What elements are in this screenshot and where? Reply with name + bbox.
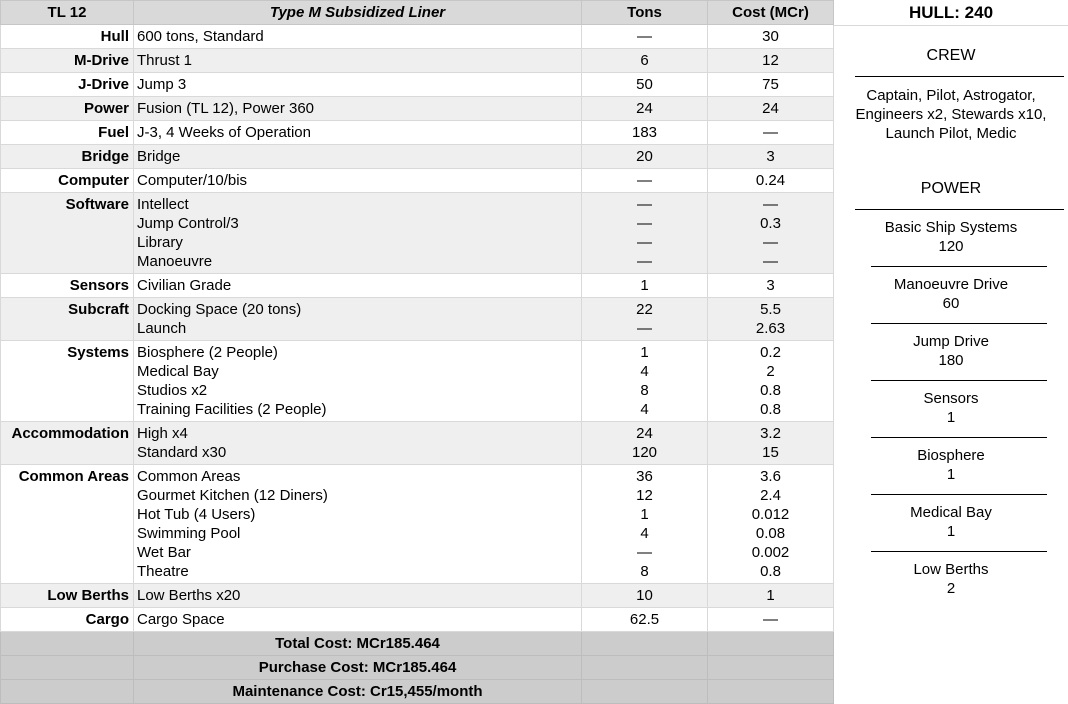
row-label: Power — [1, 97, 134, 121]
item: Low Berths x20 — [137, 587, 241, 604]
item: Medical Bay — [137, 363, 219, 380]
tons-value: 8 — [640, 382, 649, 399]
crew-line: Engineers x2, Stewards x10, — [855, 106, 1047, 123]
row-label: Hull — [1, 25, 134, 49]
power-divider — [871, 266, 1047, 267]
row-label: Software — [1, 193, 134, 274]
cost-value: 3 — [766, 277, 775, 294]
item: High x4 — [137, 425, 188, 442]
tons-value-cell — [582, 341, 708, 422]
row-label: Sensors — [1, 274, 134, 298]
tons-value-cell — [582, 298, 708, 341]
cost-value: 0.08 — [755, 525, 786, 542]
tons-value: 1 — [640, 344, 649, 361]
item: Swimming Pool — [137, 525, 241, 542]
tons-value-cell — [582, 121, 708, 145]
power-item-value: 2 — [946, 580, 956, 597]
crew-divider — [855, 76, 1064, 77]
row-label: M-Drive — [1, 49, 134, 73]
item-cell — [134, 49, 582, 73]
tons-value: 24 — [636, 425, 653, 442]
item: Theatre — [137, 563, 189, 580]
item: Hot Tub (4 Users) — [137, 506, 256, 523]
cost-value: 0.24 — [755, 172, 786, 189]
tons-value-cell — [582, 193, 708, 274]
spec-row — [1, 25, 834, 49]
cost-value: 3.2 — [760, 425, 781, 442]
tons-value-cell — [582, 73, 708, 97]
cost-value: 75 — [762, 76, 779, 93]
cost-value: — — [763, 196, 778, 213]
cost-value-cell — [708, 145, 834, 169]
total-cost-row — [1, 632, 834, 656]
spec-row — [1, 274, 834, 298]
header-row — [1, 1, 834, 25]
item: Fusion (TL 12), Power 360 — [137, 100, 315, 117]
row-label: Common Areas — [1, 465, 134, 584]
power-item-value: 1 — [946, 523, 956, 540]
tons-value: 183 — [631, 124, 658, 141]
item: Civilian Grade — [137, 277, 232, 294]
spec-row — [1, 422, 834, 465]
tons-value: 36 — [636, 468, 653, 485]
item-cell — [134, 608, 582, 632]
tons-value-cell — [582, 422, 708, 465]
item-cell — [134, 25, 582, 49]
spec-row — [1, 49, 834, 73]
cost-value-cell — [708, 341, 834, 422]
power-item-value: 60 — [942, 295, 960, 312]
power-divider — [871, 323, 1047, 324]
total-cost: Total Cost: MCr185.464 — [134, 632, 582, 656]
power-item — [826, 389, 1068, 427]
item-cell — [134, 341, 582, 422]
cost-value: 0.002 — [751, 544, 790, 561]
item: Library — [137, 234, 183, 251]
maintenance-cost: Maintenance Cost: Cr15,455/month — [134, 680, 582, 704]
item: Standard x30 — [137, 444, 227, 461]
crew-line: Captain, Pilot, Astrogator, — [866, 87, 1036, 104]
tons-value: — — [637, 196, 652, 213]
tons-value: 4 — [640, 363, 649, 380]
tons-value: — — [637, 234, 652, 251]
tons-value: 50 — [636, 76, 653, 93]
tons-value-cell — [582, 465, 708, 584]
cost-value-cell — [708, 121, 834, 145]
row-label: Computer — [1, 169, 134, 193]
tons-value-cell — [582, 274, 708, 298]
cost-value-cell — [708, 73, 834, 97]
spec-row — [1, 608, 834, 632]
cost-value-cell — [708, 465, 834, 584]
item: Gourmet Kitchen (12 Diners) — [137, 487, 328, 504]
tons-value: 10 — [636, 587, 653, 604]
cost-value: 24 — [762, 100, 779, 117]
cost-value: — — [763, 124, 778, 141]
power-item-value: 180 — [938, 352, 964, 369]
power-item — [826, 560, 1068, 598]
power-item-name: Low Berths — [913, 561, 989, 578]
item: J-3, 4 Weeks of Operation — [137, 124, 311, 141]
spec-row — [1, 169, 834, 193]
power-item-name: Jump Drive — [913, 333, 989, 350]
maintenance-cost-row — [1, 680, 834, 704]
item-cell — [134, 73, 582, 97]
power-divider — [855, 209, 1064, 210]
item: Manoeuvre — [137, 253, 213, 270]
cost-value-cell — [708, 274, 834, 298]
item: Biosphere (2 People) — [137, 344, 278, 361]
tons-header: Tons — [582, 1, 708, 25]
item: 600 tons, Standard — [137, 28, 264, 45]
row-label: Cargo — [1, 608, 134, 632]
cost-value-cell — [708, 422, 834, 465]
cost-value: 0.8 — [760, 401, 781, 418]
cost-value: 30 — [762, 28, 779, 45]
tons-value: 4 — [640, 525, 649, 542]
item-cell — [134, 465, 582, 584]
spec-row — [1, 584, 834, 608]
cost-value-cell — [708, 193, 834, 274]
power-item-name: Sensors — [923, 390, 979, 407]
tons-value-cell — [582, 169, 708, 193]
purchase-cost: Purchase Cost: MCr185.464 — [134, 656, 582, 680]
cost-value: — — [763, 611, 778, 628]
item: Training Facilities (2 People) — [137, 401, 327, 418]
row-label: J-Drive — [1, 73, 134, 97]
cost-value-cell — [708, 584, 834, 608]
tons-value: 6 — [640, 52, 649, 69]
cost-value: 2 — [766, 363, 775, 380]
cost-value: 2.63 — [755, 320, 786, 337]
spec-row — [1, 145, 834, 169]
tons-value: — — [637, 544, 652, 561]
power-item-name: Biosphere — [917, 447, 985, 464]
row-label: Subcraft — [1, 298, 134, 341]
purchase-cost-row — [1, 656, 834, 680]
tons-value-cell — [582, 145, 708, 169]
tons-value: 1 — [640, 277, 649, 294]
power-divider — [871, 494, 1047, 495]
cost-value: 2.4 — [760, 487, 781, 504]
tons-value: — — [637, 253, 652, 270]
item: Thrust 1 — [137, 52, 193, 69]
tons-value-cell — [582, 584, 708, 608]
cost-value: 1 — [766, 587, 775, 604]
row-label: Bridge — [1, 145, 134, 169]
power-item-name: Medical Bay — [910, 504, 992, 521]
tons-value: 22 — [636, 301, 653, 318]
tons-value: — — [637, 172, 652, 189]
power-item-name: Manoeuvre Drive — [893, 276, 1009, 293]
tons-value: 24 — [636, 100, 653, 117]
tons-value-cell — [582, 97, 708, 121]
tons-value: 62.5 — [629, 611, 660, 628]
power-item-value: 120 — [938, 238, 964, 255]
tons-value: — — [637, 28, 652, 45]
power-item — [826, 275, 1068, 313]
cost-value: 3 — [766, 148, 775, 165]
power-item — [826, 218, 1068, 256]
tons-value: — — [637, 215, 652, 232]
cost-value-cell — [708, 608, 834, 632]
tons-value: — — [637, 320, 652, 337]
power-item-name: Basic Ship Systems — [884, 219, 1018, 236]
item: Jump 3 — [137, 76, 187, 93]
hull-points: HULL: 240 — [834, 0, 1068, 26]
cost-value: — — [763, 253, 778, 270]
cost-value: — — [763, 234, 778, 251]
power-item — [826, 332, 1068, 370]
crew-heading: CREW — [926, 47, 976, 64]
item-cell — [134, 97, 582, 121]
cost-value-cell — [708, 298, 834, 341]
item: Studios x2 — [137, 382, 208, 399]
spec-rows — [1, 25, 834, 632]
item: Wet Bar — [137, 544, 191, 561]
tons-value: 120 — [631, 444, 658, 461]
row-label: Fuel — [1, 121, 134, 145]
tons-value: 20 — [636, 148, 653, 165]
cost-value: 3.6 — [760, 468, 781, 485]
tons-value: 8 — [640, 563, 649, 580]
item: Docking Space (20 tons) — [137, 301, 302, 318]
cost-value-cell — [708, 25, 834, 49]
cost-value: 0.012 — [751, 506, 790, 523]
cost-value: 0.8 — [760, 563, 781, 580]
power-heading: POWER — [920, 180, 982, 197]
cost-value: 0.8 — [760, 382, 781, 399]
summary-panel — [834, 0, 1068, 703]
cost-value: 5.5 — [760, 301, 781, 318]
item-cell — [134, 274, 582, 298]
tons-value: 1 — [640, 506, 649, 523]
cost-value: 0.2 — [760, 344, 781, 361]
tons-value-cell — [582, 49, 708, 73]
power-divider — [871, 437, 1047, 438]
item-cell — [134, 193, 582, 274]
item-cell — [134, 584, 582, 608]
item-cell — [134, 422, 582, 465]
item: Launch — [137, 320, 187, 337]
power-divider — [871, 551, 1047, 552]
tech-level-header: TL 12 — [1, 1, 134, 25]
item: Bridge — [137, 148, 181, 165]
cost-value: 0.3 — [760, 215, 781, 232]
item: Jump Control/3 — [137, 215, 239, 232]
spec-row — [1, 73, 834, 97]
tons-value-cell — [582, 25, 708, 49]
cost-value-cell — [708, 97, 834, 121]
row-label: Accommodation — [1, 422, 134, 465]
cost-value-cell — [708, 49, 834, 73]
ship-title-header: Type M Subsidized Liner — [134, 1, 582, 25]
power-item-value: 1 — [946, 409, 956, 426]
power-item — [826, 446, 1068, 484]
item: Computer/10/bis — [137, 172, 248, 189]
cost-header: Cost (MCr) — [708, 1, 834, 25]
item-cell — [134, 298, 582, 341]
spec-row — [1, 97, 834, 121]
crew-line: Launch Pilot, Medic — [885, 125, 1017, 142]
tons-value-cell — [582, 608, 708, 632]
row-label: Systems — [1, 341, 134, 422]
spec-row — [1, 465, 834, 584]
item: Cargo Space — [137, 611, 225, 628]
power-item-value: 1 — [946, 466, 956, 483]
row-label: Low Berths — [1, 584, 134, 608]
item: Common Areas — [137, 468, 241, 485]
spec-row — [1, 121, 834, 145]
spec-row — [1, 341, 834, 422]
cost-value: 15 — [762, 444, 779, 461]
tons-value: 4 — [640, 401, 649, 418]
tons-value: 12 — [636, 487, 653, 504]
item-cell — [134, 145, 582, 169]
spec-row — [1, 298, 834, 341]
item-cell — [134, 121, 582, 145]
cost-value: 12 — [762, 52, 779, 69]
item-cell — [134, 169, 582, 193]
item: Intellect — [137, 196, 189, 213]
crew-list — [826, 86, 1068, 143]
power-divider — [871, 380, 1047, 381]
power-item — [826, 503, 1068, 541]
spec-row — [1, 193, 834, 274]
cost-value-cell — [708, 169, 834, 193]
